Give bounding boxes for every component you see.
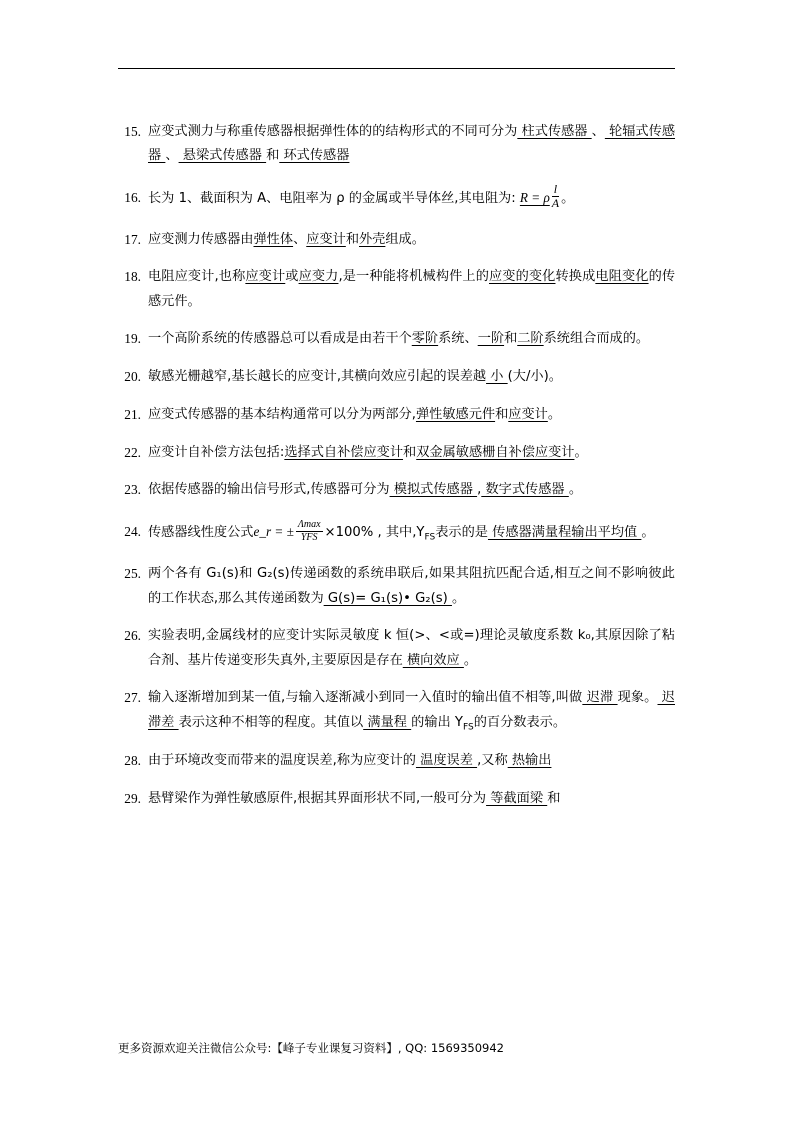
footer-note: 更多资源欢迎关注微信公众号:【峰子专业课复习资料】, QQ: 1569350942 — [118, 1041, 504, 1055]
list-item — [118, 478, 675, 503]
subscript: FS — [462, 722, 474, 733]
item-number: 25. — [124, 566, 141, 582]
text-run: ×100% , — [324, 525, 382, 541]
item-body — [148, 516, 675, 549]
blank-answer: 弹性体 — [253, 231, 294, 247]
text-run: 和 — [403, 444, 417, 460]
blank-answer: 选择式自补偿应变计 — [284, 444, 404, 460]
item-number: 29. — [124, 790, 141, 806]
blank-answer: 应变计 — [306, 231, 346, 247]
blank-answer: 轮辐式传感器 — [148, 124, 676, 164]
item-body — [148, 365, 675, 389]
item-number: 19. — [124, 331, 141, 347]
item-body — [148, 624, 675, 673]
text-run: 转换成 — [555, 269, 596, 285]
list-item — [118, 516, 675, 549]
item-number: 16. — [124, 189, 141, 205]
text-run: 和 — [266, 148, 280, 164]
blank-answer: 小 — [486, 368, 508, 384]
blank-answer: 横向效应 — [402, 652, 464, 668]
blank-answer: 等截面梁 — [486, 790, 548, 806]
text-run: 一个高阶系统的传感器总可以看成是由若干个 — [148, 331, 412, 347]
fraction — [296, 519, 323, 542]
text-run: 、 — [591, 124, 605, 139]
item-number: 28. — [124, 752, 141, 768]
list-item — [118, 624, 675, 673]
formula-resistance — [519, 181, 561, 211]
list-item — [118, 228, 675, 253]
text-run: ,又称 — [477, 752, 508, 768]
text-run: 表示这种不相等的程度。其值以 — [178, 714, 364, 730]
item-number: 24. — [124, 524, 141, 540]
list-item — [118, 749, 675, 774]
text-run: 应变式测力与称重传感器根据弹性体的的结构形式的不同可分为 — [148, 124, 518, 139]
blank-answer: 电阻变化 — [595, 269, 649, 285]
text-run: 应变式传感器的基本结构通常可以分为两部分, — [148, 406, 416, 422]
text-run: 。 — [561, 190, 575, 206]
formula-lhs: R = ρ — [519, 189, 550, 205]
text-run: 。 — [641, 525, 655, 541]
blank-answer: 应变计 — [508, 406, 548, 422]
list-item — [118, 327, 675, 352]
item-body — [148, 441, 675, 465]
blank-answer: 柱式传感器 — [517, 124, 592, 139]
blank-answer: 迟滞 — [582, 690, 618, 706]
text-run: 表示的是 — [435, 525, 488, 541]
text-run: 应变测力传感器由 — [148, 231, 254, 247]
text-run: 长为 1、截面积为 A、电阻率为 ρ 的金属或半导体丝,其电阻为: — [148, 190, 516, 206]
item-body — [148, 403, 675, 427]
blank-answer: 传感器满量程输出平均值 — [487, 525, 642, 541]
question-list — [118, 120, 675, 824]
text-run: 、 — [165, 148, 179, 164]
text-run: 和 — [547, 790, 561, 806]
list-item — [118, 441, 675, 466]
text-run: 现象。 — [617, 690, 658, 706]
item-body — [148, 749, 675, 773]
blank-answer: 一阶 — [477, 331, 505, 347]
subscript: FS — [424, 532, 436, 543]
blank-answer: 模拟式传感器 — [389, 482, 478, 498]
blank-answer: 满量程 — [363, 714, 412, 730]
formula-lhs: e_r = ± — [253, 524, 294, 540]
blank-answer: 外壳 — [359, 231, 386, 247]
blank-answer: 温度误差 — [415, 752, 478, 768]
text-run: 。 — [463, 652, 478, 668]
item-body — [148, 478, 675, 502]
text-run: 或 — [285, 269, 299, 285]
text-run: ,是一种能将机械构件上的 — [338, 269, 489, 285]
blank-answer: 热输出 — [507, 752, 552, 768]
text-run: 组成。 — [385, 231, 425, 247]
text-run: 应变计自补偿方法包括: — [148, 444, 285, 460]
text-run: 和 — [504, 331, 518, 347]
text-run: 。 — [451, 590, 466, 606]
text-run: 的百分数表示。 — [473, 714, 567, 730]
blank-answer: 悬梁式传感器 — [178, 148, 267, 164]
text-run: 传感器线性度公式 — [148, 525, 254, 541]
item-body — [148, 120, 675, 169]
text-run: 输入逐渐增加到某一值,与输入逐渐减小到同一入值时的输出值不相等,叫做 — [148, 690, 583, 706]
blank-answer: 双金属敏感栅自补偿应变计 — [416, 444, 575, 460]
fraction-numerator: Λmax — [297, 519, 321, 531]
blank-answer: 应变力 — [298, 269, 339, 285]
fraction-denominator: A — [551, 196, 560, 211]
item-number: 26. — [124, 628, 141, 644]
item-body — [148, 562, 675, 611]
list-item — [118, 182, 675, 215]
item-number: 27. — [124, 690, 141, 706]
list-item — [118, 686, 675, 736]
text-run: 悬臂梁作为弹性敏感原件,根据其界面形状不同,一般可分为 — [148, 790, 487, 806]
text-run: , — [477, 482, 482, 498]
text-run: 。 — [547, 406, 562, 422]
blank-answer: 二阶 — [517, 331, 544, 347]
fraction-numerator: l — [553, 181, 558, 196]
item-number: 18. — [124, 269, 141, 285]
item-number: 21. — [124, 406, 141, 422]
text-run: 两个各有 G₁(s)和 G₂(s)传递函数的系统串联后,如果其阻抗匹配合适,相互之间不影响彼此的工作状态,那么其传递函数为 — [148, 566, 675, 606]
item-body — [148, 182, 675, 215]
text-run: 、 — [293, 231, 307, 247]
list-item — [118, 562, 675, 611]
blank-answer: 数字式传感器 — [481, 482, 569, 498]
text-run: 系统、 — [438, 331, 478, 347]
item-number: 22. — [124, 444, 141, 460]
blank-answer: 弹性敏感元件 — [415, 406, 496, 422]
text-run: 的输出 Y — [411, 714, 463, 730]
list-item — [118, 265, 675, 314]
item-number: 20. — [124, 368, 141, 384]
item-body — [148, 787, 675, 811]
list-item — [118, 365, 675, 390]
text-run: 。 — [568, 482, 582, 498]
fraction-denominator: YFS — [296, 531, 323, 543]
text-run: 其中,Y — [385, 525, 425, 541]
item-body — [148, 265, 675, 314]
item-number: 23. — [124, 482, 141, 498]
text-run: 由于环境改变而带来的温度误差,称为应变计的 — [148, 752, 416, 768]
text-run: 实验表明,金属线材的应变计实际灵敏度 k 恒(>、<或=)理论灵敏度系数 k₀,其原因除了粘合剂、基片传递变形失真外,主要原因是存在 — [148, 628, 675, 668]
text-run: (大/小)。 — [507, 368, 562, 384]
list-item — [118, 403, 675, 428]
text-run: 系统组合而成的。 — [543, 331, 650, 347]
list-item — [118, 787, 675, 812]
blank-answer: G(s)= G₁(s)• G₂(s) — [323, 590, 452, 606]
list-item — [118, 120, 675, 169]
item-number: 15. — [124, 124, 141, 139]
text-run: 依据传感器的输出信号形式,传感器可分为 — [148, 482, 390, 498]
text-run: 和 — [345, 231, 359, 247]
blank-answer: 应变的变化 — [489, 269, 556, 285]
blank-answer: 环式传感器 — [279, 148, 350, 164]
text-run: 电阻应变计,也称 — [148, 269, 246, 285]
text-run: 敏感光栅越窄,基长越长的应变计,其横向效应引起的误差越 — [148, 368, 487, 384]
header-rule — [118, 68, 675, 69]
blank-answer: 迟滞差 — [148, 690, 675, 730]
text-run: 和 — [495, 406, 509, 422]
item-body — [148, 327, 675, 351]
item-body — [148, 228, 675, 252]
blank-answer: 应变计 — [245, 269, 286, 285]
fraction — [552, 183, 559, 211]
text-run: 的传感元件。 — [148, 269, 676, 309]
item-number: 17. — [124, 231, 141, 247]
blank-answer: 零阶 — [411, 331, 439, 347]
item-body — [148, 686, 675, 736]
text-run: 。 — [574, 444, 588, 460]
